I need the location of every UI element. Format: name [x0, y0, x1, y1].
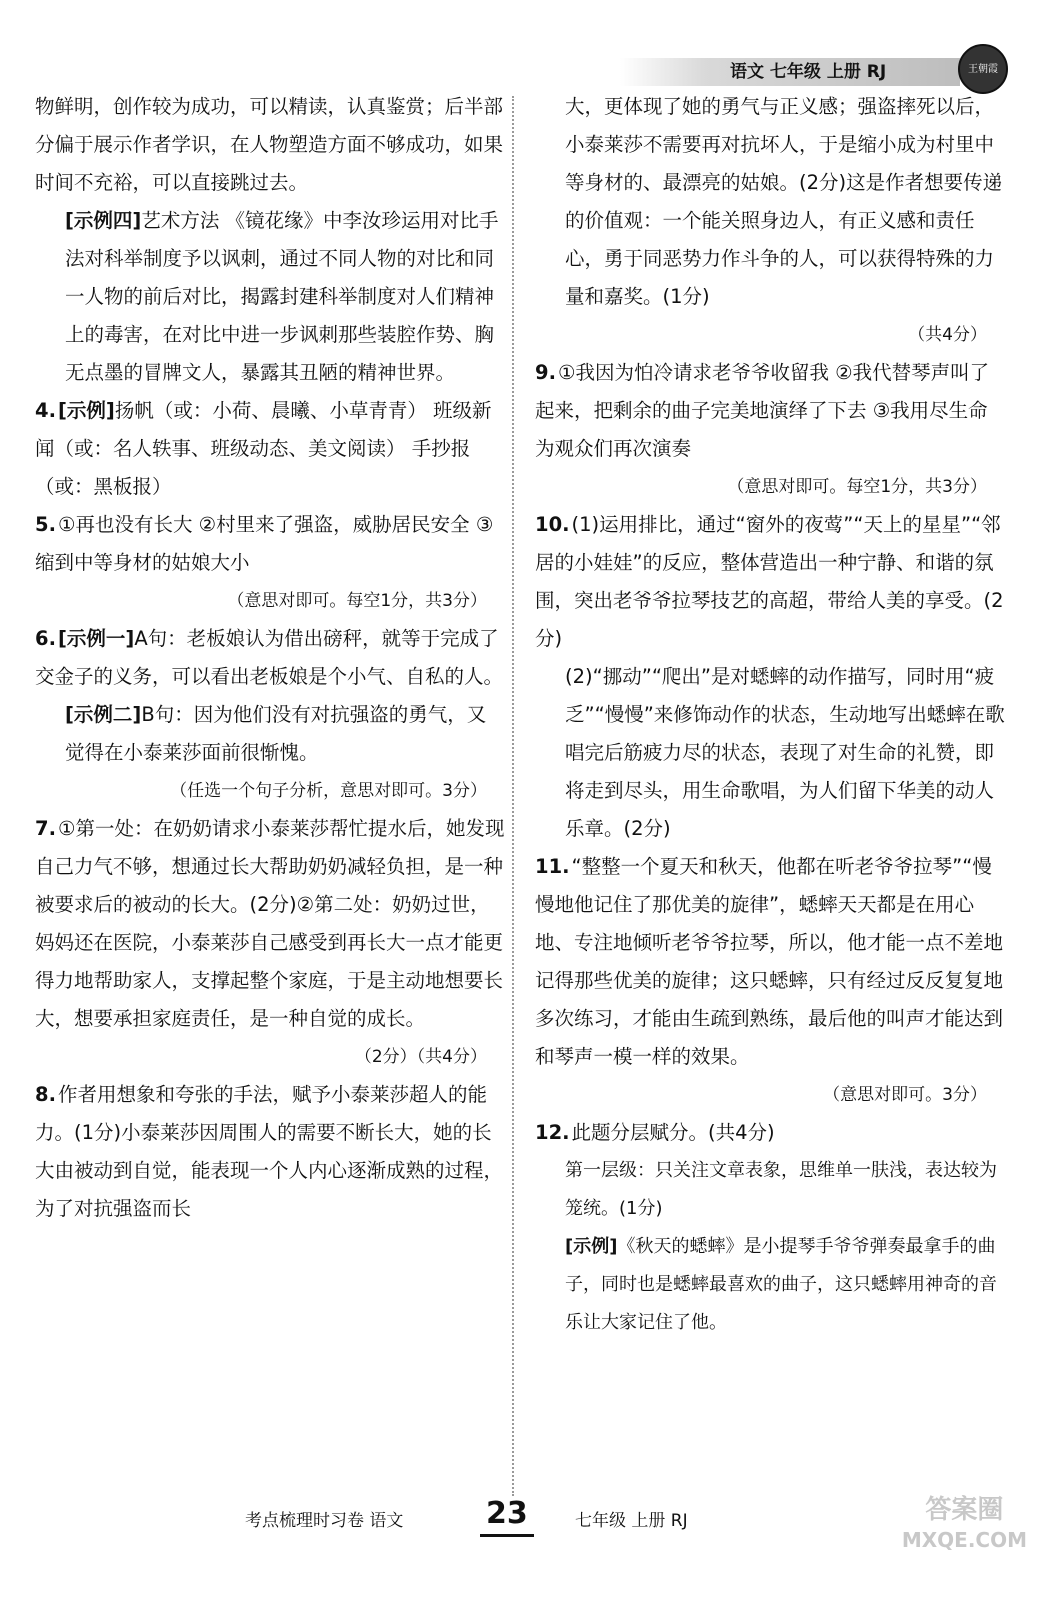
question-6-text-2: B句：因为他们没有对抗强盗的勇气，又觉得在小泰莱莎面前很惭愧。 — [65, 703, 487, 764]
question-9-text: ①我因为怕冷请求老爷爷收留我 ②我代替琴声叫了起来，把剩余的曲子完美地演绎了下去 ③我用尽生命为观众们再次演奏 — [535, 361, 990, 460]
question-5-number: 5. — [35, 513, 56, 536]
watermark-line-2: MXQE.COM — [901, 1528, 1027, 1552]
page-footer — [0, 1492, 1057, 1552]
footer-right-text: 七年级 上册 RJ — [575, 1511, 688, 1531]
column-divider — [512, 96, 514, 1496]
question-12-example — [535, 1228, 1005, 1342]
question-6-text-1: A句：老板娘认为借出磅秤，就等于完成了交金子的义务，可以看出老板娘是个小气、自私的人。 — [35, 627, 504, 688]
question-12-example-text: 《秋天的蟋蟀》是小提琴手爷爷弹奏最拿手的曲子，同时也是蟋蟀最喜欢的曲子，这只蟋蟀用神奇的音乐让大家记住了他。 — [565, 1236, 997, 1333]
page-header — [0, 0, 1057, 100]
question-6-tag-2: [示例二] — [65, 703, 142, 726]
question-6 — [35, 620, 505, 696]
question-6-number: 6. — [35, 627, 56, 650]
question-11-note: （意思对即可。3分） — [823, 1085, 987, 1105]
question-12-number: 12. — [535, 1121, 570, 1144]
question-10-part-2: (2)“挪动”“爬出”是对蟋蟀的动作描写，同时用“疲乏”“慢慢”来修饰动作的状态，生动地写出蟋蟀在歌唱完后筋疲力尽的状态，表现了对生命的礼赞，即将走到尽头，用生命歌唱，为人们留下华美的动人乐章。(2分) — [565, 665, 1005, 840]
question-4-text: 扬帆（或：小荷、晨曦、小草青青） 班级新闻（或：名人轶事、班级动态、美文阅读） 手抄报（或：黑板报） — [35, 399, 492, 498]
right-paragraph-1-note: （共4分） — [908, 325, 987, 345]
question-7-text: ①第一处：在奶奶请求小泰莱莎帮忙提水后，她发现自己力气不够，想通过长大帮助奶奶减轻负担，是一种被要求后的被动的长大。(2分)②第二处：奶奶过世，妈妈还在医院，小泰莱莎自己感受到再长大一点才能更得力地帮助家人，支撑起整个家庭，于是主动地想要长大，想要承担家庭责任，是一种自觉的成长。 — [35, 817, 505, 1030]
watermark-line-1: 答案圈 — [925, 1495, 1004, 1525]
page-number: 23 — [480, 1494, 534, 1537]
question-9 — [535, 354, 1005, 468]
question-12-tag: [示例] — [565, 1236, 618, 1257]
question-6-note: （任选一个句子分析，意思对即可。3分） — [170, 781, 487, 801]
right-paragraph-1: 大，更体现了她的勇气与正义感；强盗摔死以后，小泰莱莎不需要再对抗坏人，于是缩小成为村里中等身材的、最漂亮的姑娘。(2分)这是作者想要传递的价值观：一个能关照身边人，有正义感和责任心，勇于同恶势力作斗争的人，可以获得特殊的力量和嘉奖。(1分) — [565, 95, 1003, 308]
question-10-number: 10. — [535, 513, 570, 536]
example-4 — [35, 202, 505, 392]
left-column — [35, 88, 505, 1228]
question-9-number: 9. — [535, 361, 556, 384]
question-12 — [535, 1114, 1005, 1152]
question-11 — [535, 848, 1005, 1076]
question-4-number: 4. — [35, 399, 56, 422]
question-8-number: 8. — [35, 1083, 56, 1106]
example-4-text: 艺术方法 《镜花缘》中李汝珍运用对比手法对科举制度予以讽刺，通过不同人物的对比和同一人物的前后对比，揭露封建科举制度对人们精神上的毒害，在对比中进一步讽刺那些装腔作势、胸无点墨的冒牌文人，暴露其丑陋的精神世界。 — [65, 209, 499, 384]
watermark — [902, 1495, 1027, 1555]
question-12-level-1: 第一层级：只关注文章表象，思维单一肤浅，表达较为笼统。(1分) — [565, 1160, 997, 1219]
header-title: 语文 七年级 上册 RJ — [730, 62, 887, 82]
question-5-text: ①再也没有长大 ②村里来了强盗，威胁居民安全 ③缩到中等身材的姑娘大小 — [35, 513, 494, 574]
question-7-note: （2分）（共4分） — [354, 1047, 487, 1067]
question-10-text-1: (1)运用排比，通过“窗外的夜莺”“天上的星星”“邻居的小娃娃”的反应，整体营造出一种宁静、和谐的氛围，突出老爷爷拉琴技艺的高超，带给人美的享受。(2分) — [535, 513, 1004, 650]
question-8-text: 作者用想象和夸张的手法，赋予小泰莱莎超人的能力。(1分)小泰莱莎因周围人的需要不断长大，她的长大由被动到自觉，能表现一个人内心逐渐成熟的过程，为了对抗强盗而长 — [35, 1083, 504, 1220]
left-paragraph-1: 物鲜明，创作较为成功，可以精读，认真鉴赏；后半部分偏于展示作者学识，在人物塑造方面不够成功，如果时间不充裕，可以直接跳过去。 — [35, 95, 504, 194]
question-6-tag-1: [示例一] — [57, 627, 135, 650]
question-4 — [35, 392, 505, 506]
question-8 — [35, 1076, 505, 1228]
question-10 — [535, 506, 1005, 658]
question-12-text: 此题分层赋分。(共4分) — [571, 1121, 775, 1144]
question-9-note: （意思对即可。每空1分，共3分） — [727, 477, 987, 497]
question-5 — [35, 506, 505, 582]
publisher-logo-icon: 王朝霞 — [958, 44, 1008, 94]
question-5-note: （意思对即可。每空1分，共3分） — [227, 591, 487, 611]
question-11-number: 11. — [535, 855, 570, 878]
question-7 — [35, 810, 505, 1038]
right-column — [535, 88, 1005, 1342]
question-6-example-2 — [35, 696, 505, 772]
question-11-text: “整整一个夏天和秋天，他都在听老爷爷拉琴”“慢慢地他记住了那优美的旋律”，蟋蟀天天都是在用心地、专注地倾听老爷爷拉琴，所以，他才能一点不差地记得那些优美的旋律；这只蟋蟀，只有经过反反复复地多次练习，才能由生疏到熟练，最后他的叫声才能达到和琴声一模一样的效果。 — [535, 855, 1004, 1068]
footer-left-text: 考点梳理时习卷 语文 — [245, 1511, 404, 1531]
question-7-number: 7. — [35, 817, 56, 840]
question-4-tag: [示例] — [57, 399, 115, 422]
example-4-tag: [示例四] — [65, 209, 142, 232]
